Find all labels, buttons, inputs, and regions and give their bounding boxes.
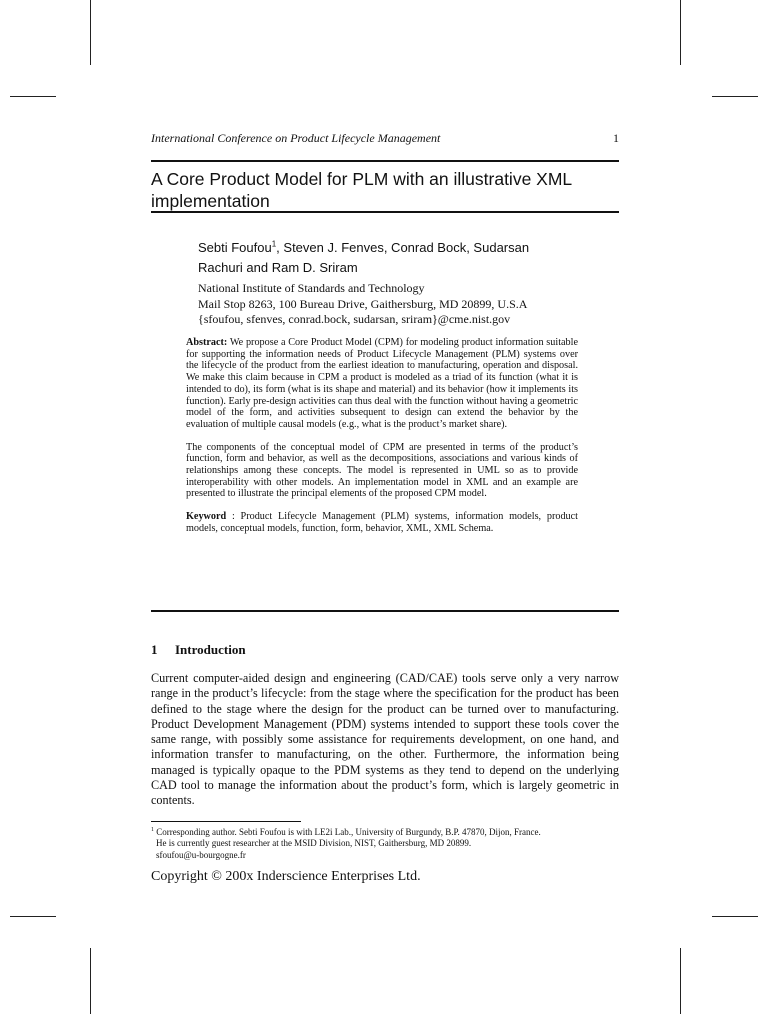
footnote-line-1 [151, 827, 619, 838]
crop-mark-bottom-right-h [712, 916, 758, 917]
section-title: Introduction [175, 642, 246, 657]
footnote-line-2: He is currently guest researcher at the MSID Division, NIST, Gaithersburg, MD 20899. [156, 838, 472, 849]
abstract-paragraph-1 [186, 337, 578, 431]
section-heading [151, 642, 246, 658]
keywords [186, 511, 578, 534]
copyright: Copyright © 200x Inderscience Enterprises Ltd. [151, 869, 421, 884]
footnote-marker: 1 [151, 827, 154, 833]
author-rest: , Steven J. Fenves, Conrad Bock, Sudarsan [276, 240, 530, 255]
footnote-rule [151, 821, 301, 822]
institution: National Institute of Standards and Technology [198, 281, 425, 295]
crop-mark-top-right-h [712, 96, 758, 97]
crop-mark-top-left-h [10, 96, 56, 97]
author-line-1 [198, 238, 598, 258]
abstract [186, 337, 578, 546]
author-list [198, 238, 598, 278]
footnote-ref: 1 [271, 239, 277, 249]
title-top-rule [151, 160, 619, 162]
title-bottom-rule [151, 211, 619, 213]
author-first: Sebti Foufou [198, 240, 272, 255]
keyword-label: Keyword [186, 511, 227, 523]
author-line-2: Rachuri and Ram D. Sriram [198, 260, 358, 275]
crop-mark-top-left [90, 0, 91, 65]
section-body: Current computer-aided design and engineering (CAD/CAE) tools serve only a very narrow range in the product’s lifecycle: from the stage where the specification for the product has been defined to the stage where the design for the product can be turned over to manufacturing. Product Development Management (PDM) systems intended to support these tools cover the same range, with possibly some assistance for requirements development, on one hand, and information transfer to manufacturing, on the other. Furthermore, the information being managed is typically opaque to the PDM systems as they tend to depend on the underlying CAD tool to manage the information about the product’s form, which is largely geometric in contents. [151, 671, 619, 808]
footnote-text-1: Corresponding author. Sebti Foufou is with LE2i Lab., University of Burgundy, B.P. 47870, Dijon, France. [154, 827, 541, 837]
abstract-text-1: We propose a Core Product Model (CPM) for modeling product information suitable for supporting the information needs of Product Lifecycle Management (PLM) systems over the lifecycle of the product from the earliest ideation to manufacturing, operation and disposal. We make this claim because in CPM a product is modeled as a triad of its function (what it is intended to do), its form (what is its shape and material) and its behavior (how it implements its function). Early pre-design activities can thus deal with the function without having a geometric model of the form, and activities subsequent to design can extend the behavior by the evaluation of multiple causal models (e.g., what is the product’s market share). [186, 337, 578, 430]
crop-mark-bottom-left [90, 948, 91, 1014]
crop-mark-top-right [680, 0, 681, 65]
abstract-label: Abstract: [186, 337, 228, 348]
crop-mark-bottom-left-h [10, 916, 56, 917]
footnote-line-3: sfoufou@u-bourgogne.fr [156, 849, 246, 860]
section-number: 1 [151, 642, 158, 657]
paper-title: A Core Product Model for PLM with an illustrative XML implementation [151, 169, 572, 211]
keyword-list: : Product Lifecycle Management (PLM) systems, information models, product models, conceptual models, function, form, behavior, XML, XML Schema. [186, 511, 578, 534]
affiliation [198, 281, 598, 328]
footnote [151, 827, 619, 861]
emails: {sfoufou, sfenves, conrad.bock, sudarsan, sriram}@cme.nist.gov [198, 312, 511, 326]
running-head [151, 131, 619, 146]
crop-mark-bottom-right [680, 948, 681, 1014]
conference-name: International Conference on Product Lifecycle Management [151, 131, 441, 145]
page-number: 1 [613, 131, 619, 145]
abstract-bottom-rule [151, 610, 619, 612]
address: Mail Stop 8263, 100 Bureau Drive, Gaithersburg, MD 20899, U.S.A [198, 296, 528, 311]
abstract-paragraph-2: The components of the conceptual model of CPM are presented in terms of the product’s function, form and behavior, as well as the decompositions, associations and various kinds of relationships among these concepts. The model is represented in UML so as to provide interoperability with other models. An implementation model in XML and an example are presented to illustrate the principal elements of the proposed CPM model. [186, 441, 578, 500]
